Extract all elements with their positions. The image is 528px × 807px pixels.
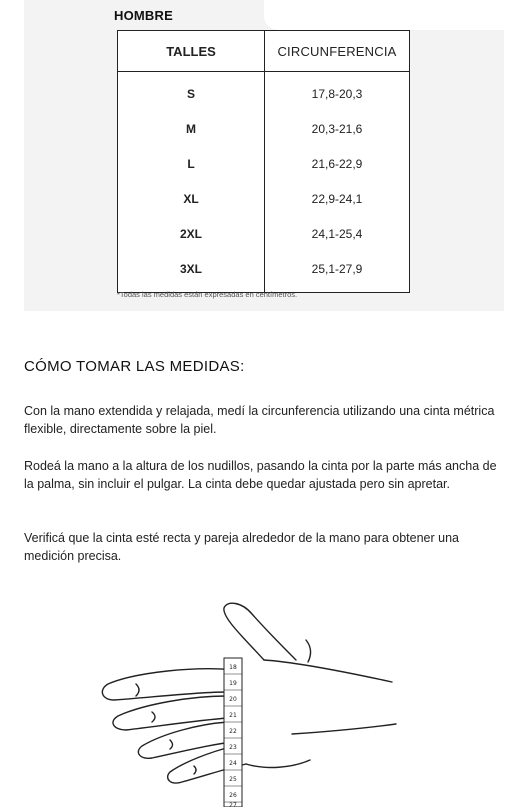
tape-mark: 18: [229, 664, 237, 671]
tape-mark: 27: [229, 802, 237, 807]
header-talles: TALLES: [118, 31, 265, 72]
table-row: [118, 181, 410, 216]
table-row: [118, 72, 410, 112]
tape-mark: 19: [229, 680, 237, 687]
size-table: [117, 30, 410, 293]
tape-mark: 23: [229, 744, 237, 751]
tape-mark: 21: [229, 712, 237, 719]
circumference-cell: 24,1-25,4: [265, 216, 410, 251]
size-cell: 3XL: [118, 251, 265, 293]
size-cell: S: [118, 72, 265, 112]
size-cell: L: [118, 146, 265, 181]
index-finger-outline: [102, 669, 236, 700]
instruction-paragraph: Rodeá la mano a la altura de los nudillos, pasando la cinta por la parte más ancha de la palma, sin incluir el pulgar. La cinta debe quedar ajustada pero sin apretar.: [24, 459, 497, 491]
panel-corner: [264, 0, 504, 30]
units-footnote: *Todas las medidas están expresadas en centímetros.: [117, 290, 298, 299]
measuring-tape: [224, 658, 242, 807]
tape-mark: 20: [229, 696, 237, 703]
hand-back-outline: [264, 660, 396, 734]
size-chart-panel: [24, 0, 504, 311]
circumference-cell: 20,3-21,6: [265, 111, 410, 146]
measure-instructions-title: CÓMO TOMAR LAS MEDIDAS:: [24, 358, 245, 375]
gender-tab-label: HOMBRE: [114, 8, 173, 23]
gender-tab[interactable]: [24, 0, 264, 30]
instruction-paragraph: Con la mano extendida y relajada, medí la circunferencia utilizando una cinta métrica flexible, directamente sobre la piel.: [24, 404, 495, 436]
header-circunferencia: CIRCUNFERENCIA: [265, 31, 410, 72]
size-cell: M: [118, 111, 265, 146]
circumference-cell: 22,9-24,1: [265, 181, 410, 216]
hand-measurement-illustration: [96, 600, 416, 807]
table-row: [118, 251, 410, 293]
size-cell: XL: [118, 181, 265, 216]
tape-mark: 26: [229, 792, 237, 799]
circumference-cell: 25,1-27,9: [265, 251, 410, 293]
circumference-cell: 17,8-20,3: [265, 72, 410, 112]
circumference-cell: 21,6-22,9: [265, 146, 410, 181]
instruction-paragraph: Verificá que la cinta esté recta y pareja alrededor de la mano para obtener una medición precisa.: [24, 531, 459, 563]
tape-mark: 24: [229, 760, 237, 767]
tape-mark: 25: [229, 776, 237, 783]
table-row: [118, 111, 410, 146]
tape-mark: 22: [229, 728, 237, 735]
table-row: [118, 216, 410, 251]
thumb-outline: [224, 603, 296, 660]
table-row: [118, 146, 410, 181]
table-header-row: [118, 31, 410, 72]
size-cell: 2XL: [118, 216, 265, 251]
